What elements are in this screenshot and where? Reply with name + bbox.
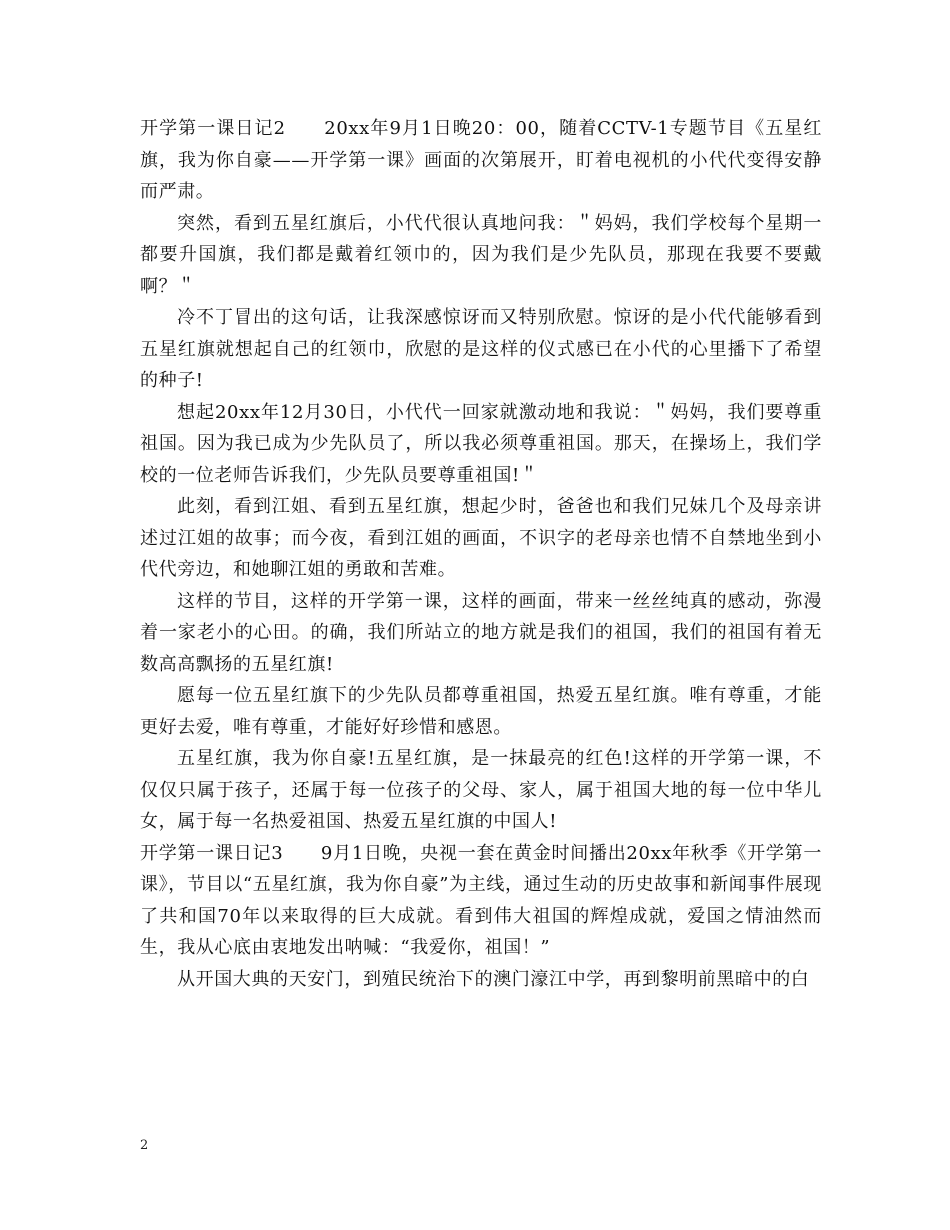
paragraph-jiang-jie: 此刻，看到江姐、看到五星红旗，想起少时，爸爸也和我们兄妹几个及母亲讲述过江姐的故事；而今夜，看到江姐的画面，不识字的老母亲也情不自禁地坐到小代代旁边，和她聊江姐的勇敢和苦难。 [140, 496, 822, 580]
document-body [140, 113, 822, 995]
page-number: 2 [140, 1138, 149, 1153]
paragraph-diary-2-intro: 开学第一课日记2 20xx年9月1日晚20：00，随着CCTV-1专题节目《五星红旗，我为你自豪——开学第一课》画面的次第展开，盯着电视机的小代代变得安静而严肃。 [140, 118, 822, 202]
paragraph-surprise: 冷不丁冒出的这句话，让我深感惊讶而又特别欣慰。惊讶的是小代代能够看到五星红旗就想起自己的红领巾，欣慰的是这样的仪式感已在小代的心里播下了希望的种子! [140, 307, 822, 391]
paragraph-history: 从开国大典的天安门，到殖民统治下的澳门濠江中学，再到黎明前黑暗中的白 [177, 968, 810, 990]
paragraph-diary-3-intro: 开学第一课日记3 9月1日晚，央视一套在黄金时间播出20xx年秋季《开学第一课》，节目以“五星红旗，我为你自豪”为主线，通过生动的历史故事和新闻事件展现了共和国70年以来取得的巨大成就。看到伟大祖国的辉煌成就，爱国之情油然而生，我从心底由衷地发出呐喊：“我爱你，祖国！” [140, 842, 822, 958]
paragraph-program: 这样的节目，这样的开学第一课，这样的画面，带来一丝丝纯真的感动，弥漫着一家老小的心田。的确，我们所站立的地方就是我们的祖国，我们的祖国有着无数高高飘扬的五星红旗! [140, 590, 822, 675]
paragraph-pride: 五星红旗，我为你自豪!五星红旗，是一抹最亮的红色!这样的开学第一课，不仅仅只属于孩子，还属于每一位孩子的父母、家人，属于祖国大地的每一位中华儿女，属于每一名热爱祖国、热爱五星红旗的中国人! [140, 748, 822, 832]
paragraph-child-question: 突然，看到五星红旗后，小代代很认真地问我：＂妈妈，我们学校每个星期一都要升国旗，我们都是戴着红领巾的，因为我们是少先队员，那现在我要不要戴啊？＂ [140, 212, 822, 297]
paragraph-wish: 愿每一位五星红旗下的少先队员都尊重祖国，热爱五星红旗。唯有尊重，才能更好去爱，唯有尊重，才能好好珍惜和感恩。 [140, 685, 822, 738]
paragraph-memory: 想起20xx年12月30日，小代代一回家就激动地和我说：＂妈妈，我们要尊重祖国。因为我已成为少先队员了，所以我必须尊重祖国。那天，在操场上，我们学校的一位老师告诉我们，少先队员要尊重祖国!＂ [140, 401, 822, 486]
